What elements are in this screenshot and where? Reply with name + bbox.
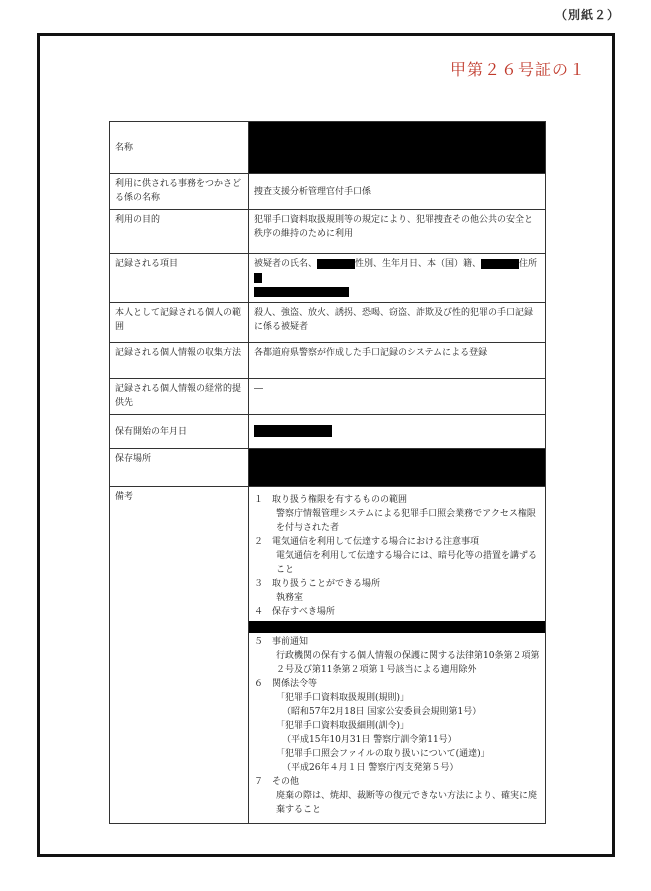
notes-line: 「犯罪手口照会ファイルの取り扱いについて(通達)」 [276, 749, 490, 759]
redacted-inline [254, 273, 262, 283]
notes-line: （平成26年４月１日 警察庁丙支発第５号） [282, 763, 459, 773]
row-label: 保存場所 [110, 449, 249, 487]
row-value: 殺人、強盗、放火、誘拐、恐喝、窃盗、詐欺及び性的犯罪の手口記録に係る被疑者 [249, 303, 546, 343]
redacted-storage-location [249, 449, 546, 487]
row-value-items [249, 254, 546, 303]
notes-line: ３ 取り扱うことができる場所 [254, 579, 381, 589]
row-value: 捜査支援分析管理官付手口係 [249, 174, 546, 210]
table-row [110, 254, 546, 303]
redacted-inline [254, 287, 349, 297]
row-value [249, 415, 546, 449]
redacted-start-date [254, 425, 332, 437]
notes-line: 執務室 [276, 593, 304, 603]
notes-line: １ 取り扱う権限を有するものの範囲 [254, 495, 408, 505]
row-label: 利用に供される事務をつかさどる係の名称 [110, 174, 249, 210]
table-row [110, 379, 546, 415]
row-label: 利用の目的 [110, 210, 249, 254]
table-row [110, 210, 546, 254]
row-label: 記録される項目 [110, 254, 249, 303]
table-row [110, 415, 546, 449]
notes-line: 電気通信を利用して伝達する場合には、暗号化等の措置を講ずること [276, 551, 538, 575]
redacted-inline [481, 259, 519, 269]
table-row [110, 449, 546, 487]
table-row [110, 487, 546, 824]
notes-line: 警察庁情報管理システムによる犯罪手口照会業務でアクセス権限を付与された者 [276, 509, 536, 533]
appendix-label: （別紙２） [555, 8, 621, 22]
notes-line: 行政機関の保有する個人情報の保護に関する法律第10条第２項第２号及び第11条第２項第１号該当による適用除外 [276, 651, 540, 675]
items-text-3: 住所 [519, 259, 538, 269]
row-label: 記録される個人情報の収集方法 [110, 343, 249, 379]
row-label: 備考 [110, 487, 249, 824]
notes-line: 廃棄の際は、焼却、裁断等の復元できない方法により、確実に廃棄すること [276, 791, 538, 815]
personal-info-file-table [109, 121, 546, 824]
notes-line: ４ 保存すべき場所 [254, 607, 335, 617]
redacted-inline [317, 259, 355, 269]
row-label: 名称 [110, 122, 249, 174]
table-row [110, 343, 546, 379]
row-label: 記録される個人情報の経常的提供先 [110, 379, 249, 415]
evidence-number-label: 甲第２６号証の１ [450, 60, 587, 79]
row-label: 本人として記録される個人の範囲 [110, 303, 249, 343]
row-label: 保有開始の年月日 [110, 415, 249, 449]
row-value: 各都道府県警察が作成した手口記録のシステムによる登録 [249, 343, 546, 379]
notes-line: 「犯罪手口資料取扱規則(規則)」 [276, 693, 410, 703]
notes-line: ５ 事前通知 [254, 637, 309, 647]
table-row [110, 174, 546, 210]
redacted-file-name [249, 122, 546, 174]
table-row [110, 122, 546, 174]
notes-line: ７ その他 [254, 777, 300, 787]
redacted-storage-place [249, 621, 545, 633]
table-row [110, 303, 546, 343]
row-value: 犯罪手口資料取扱規則等の規定により、犯罪捜査その他公共の安全と秩序の維持のために利用 [249, 210, 546, 254]
notes-line: ６ 関係法令等 [254, 679, 318, 689]
notes-line: ２ 電気通信を利用して伝達する場合における注意事項 [254, 537, 480, 547]
items-text-2: 性別、生年月日、本（国）籍、 [355, 259, 482, 269]
notes-line: （昭和57年2月18日 国家公安委員会規則第1号） [282, 707, 482, 717]
notes-line: 「犯罪手口資料取扱細則(訓令)」 [276, 721, 410, 731]
notes-content [249, 487, 546, 824]
items-text-1: 被疑者の氏名、 [254, 259, 318, 269]
row-value: ― [249, 379, 546, 415]
notes-line: （平成15年10月31日 警察庁訓令第11号） [282, 735, 457, 745]
